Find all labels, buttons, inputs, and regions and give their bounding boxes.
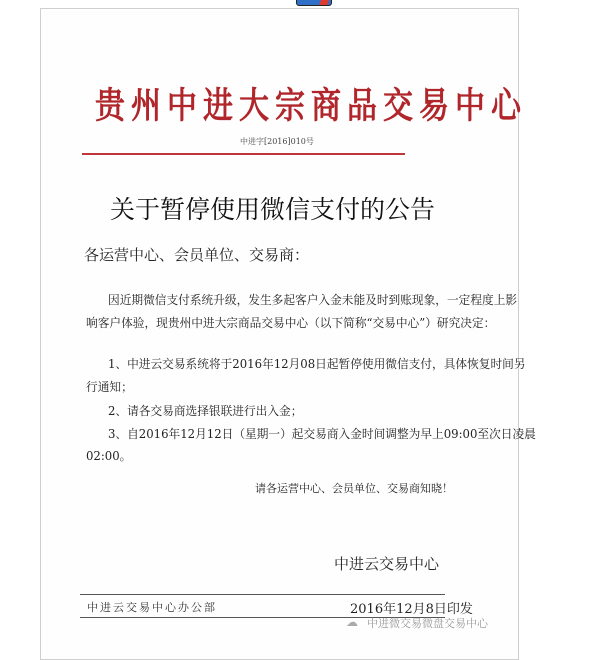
organization-header: 贵州中进大宗商品交易中心 bbox=[95, 85, 527, 128]
list-item: 3、自2016年12月12日（星期一）起交易商入金时间调整为早上09:00至次日凌晨 bbox=[108, 427, 536, 441]
signature: 中进云交易中心 bbox=[334, 555, 440, 573]
document-number: 中进字[2016]010号 bbox=[240, 137, 314, 146]
paragraph-line: 响客户体验，现贵州中进大宗商品交易中心（以下简称“交易中心”）研究决定： bbox=[86, 316, 496, 330]
paragraph-line: 因近期微信支付系统升级，发生多起客户入金未能及时到账现象，一定程度上影 bbox=[108, 293, 518, 307]
list-item: 2、请各交易商选择银联进行出入金； bbox=[108, 404, 303, 418]
list-item: 行通知； bbox=[86, 380, 133, 394]
list-item: 1、中进云交易系统将于2016年12月08日起暂停使用微信支付，具体恢复时间另 bbox=[108, 357, 526, 371]
wechat-icon: ☁ bbox=[346, 615, 358, 629]
issuer: 中进云交易中心办公部 bbox=[87, 601, 217, 614]
list-item: 02:00。 bbox=[86, 449, 132, 463]
red-divider bbox=[82, 153, 405, 155]
salutation: 各运营中心、会员单位、交易商： bbox=[84, 246, 310, 264]
issue-date: 2016年12月8日印发 bbox=[350, 602, 473, 617]
watermark: 中进微交易微盘交易中心 bbox=[367, 617, 488, 630]
app-icon bbox=[296, 0, 332, 6]
notice-title: 关于暂停使用微信支付的公告 bbox=[110, 195, 436, 224]
closing-line: 请各运营中心、会员单位、交易商知晓！ bbox=[255, 482, 453, 495]
divider bbox=[80, 594, 445, 595]
